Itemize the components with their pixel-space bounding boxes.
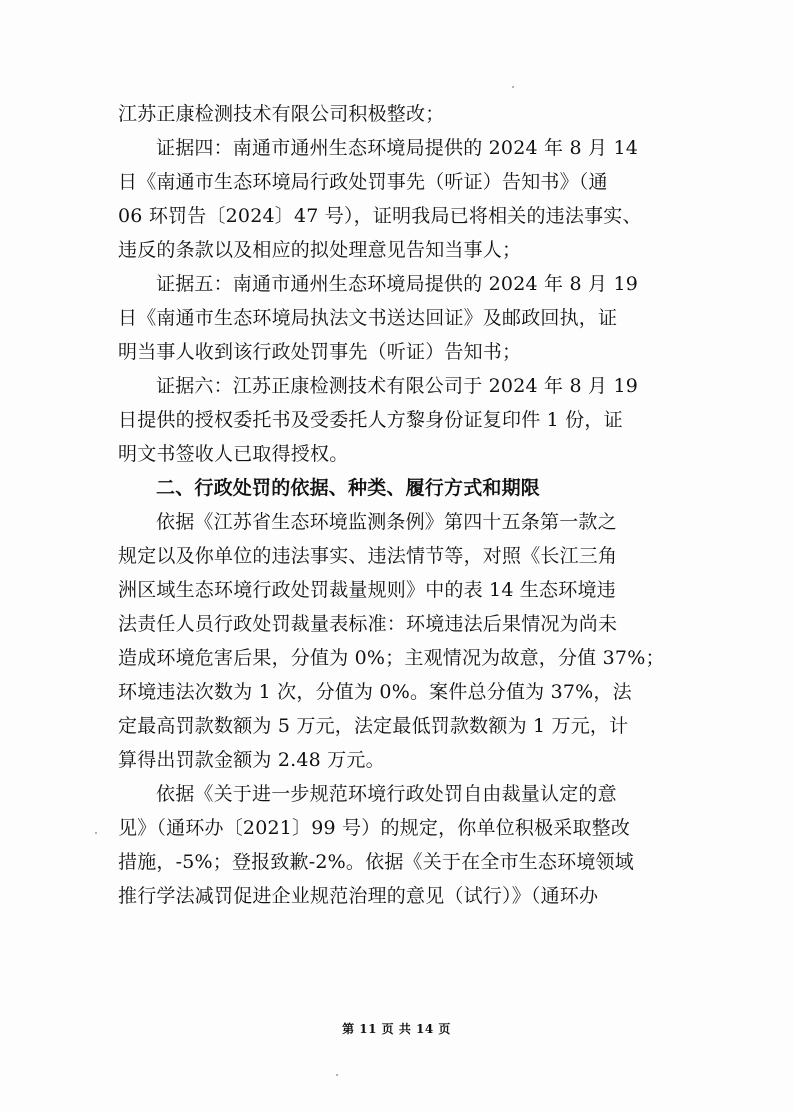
text-line: 造成环境危害后果，分值为 0%；主观情况为故意，分值 37%； [118,647,665,669]
document-body [118,97,678,913]
text-line: 见》（通环办〔2021〕99 号）的规定，你单位积极采取整改 [118,817,631,839]
text-line: 推行学法减罚促进企业规范治理的意见（试行）》（通环办 [118,885,599,907]
text-line: 法责任人员行政处罚裁量表标准：环境违法后果情况为尚未 [118,613,618,635]
text-line: 06 环罚告〔2024〕47 号），证明我局已将相关的违法事实、 [118,205,642,227]
page-number: 第 11 页 共 14 页 [342,1022,451,1036]
text-line: 日《南通市生态环境局行政处罚事先（听证）告知书》（通 [118,171,608,193]
evidence-four-line: 证据四：南通市通州生态环境局提供的 2024 年 8 月 14 [156,137,639,159]
text-line: 措施，-5%；登报致歉-2%。依据《关于在全市生态环境领域 [118,851,634,873]
text-line: 违反的条款以及相应的拟处理意见告知当事人； [118,239,522,261]
scan-speck [336,1074,338,1076]
scan-speck [95,832,97,834]
text-line: 算得出罚款金额为 2.48 万元。 [118,749,385,771]
basis-paragraph-line: 依据《江苏省生态环境监测条例》第四十五条第一款之 [156,511,617,533]
basis-paragraph-line: 依据《关于进一步规范环境行政处罚自由裁量认定的意 [156,783,617,805]
text-line: 日《南通市生态环境局执法文书送达回证》及邮政回执，证 [118,307,618,329]
text-line: 江苏正康检测技术有限公司积极整改； [118,103,445,125]
text-line: 环境违法次数为 1 次，分值为 0%。案件总分值为 37%，法 [118,681,632,703]
evidence-five-line: 证据五：南通市通州生态环境局提供的 2024 年 8 月 19 [156,273,639,295]
text-line: 明当事人收到该行政处罚事先（听证）告知书； [118,341,522,363]
text-line: 定最高罚款数额为 5 万元，法定最低罚款数额为 1 万元，计 [118,715,629,737]
text-line: 规定以及你单位的违法事实、违法情节等，对照《长江三角 [118,545,618,567]
text-line: 洲区域生态环境行政处罚裁量规则》中的表 14 生态环境违 [118,579,616,601]
text-line: 明文书签收人已取得授权。 [118,443,349,465]
section-heading: 二、行政处罚的依据、种类、履行方式和期限 [156,477,541,499]
text-line: 日提供的授权委托书及受委托人方黎身份证复印件 1 份，证 [118,409,623,431]
scan-speck [512,86,514,88]
evidence-six-line: 证据六：江苏正康检测技术有限公司于 2024 年 8 月 19 [156,375,639,397]
